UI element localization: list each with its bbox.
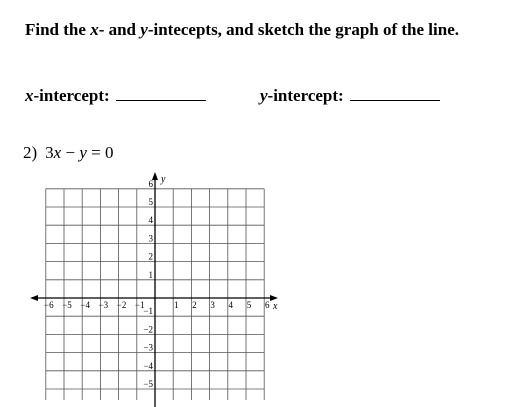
y-tick-label: −1 bbox=[143, 306, 153, 317]
x-tick-label: −5 bbox=[62, 300, 72, 310]
x-tick-label: 3 bbox=[210, 300, 215, 310]
instruction-prefix: Find the bbox=[25, 20, 91, 39]
instruction-suffix: -intecepts, and sketch the graph of the line. bbox=[147, 20, 460, 39]
x-intercept-variable: x bbox=[25, 86, 34, 105]
equation-y-variable: y bbox=[79, 143, 87, 162]
x-tick-label: −4 bbox=[80, 300, 90, 310]
y-intercept-label: -intercept: bbox=[267, 86, 344, 105]
y-tick-label: 5 bbox=[148, 197, 153, 207]
equation-operator: − bbox=[61, 143, 80, 162]
x-intercept-label: -intercept: bbox=[33, 86, 110, 105]
x-tick-label: 6 bbox=[264, 300, 270, 310]
equation-x-variable: x bbox=[53, 143, 62, 162]
y-tick-label: 1 bbox=[148, 269, 153, 280]
equation-coefficient: 3 bbox=[45, 143, 54, 162]
problem-number: 2) bbox=[23, 143, 38, 162]
x-tick-label: −3 bbox=[98, 300, 109, 310]
y-tick-label: −5 bbox=[143, 379, 153, 389]
y-tick-label: −3 bbox=[143, 342, 153, 353]
y-tick-label: 2 bbox=[148, 251, 153, 262]
x-tick-label: −6 bbox=[44, 300, 54, 310]
y-tick-label: 6 bbox=[148, 178, 153, 189]
instruction-y-variable: y bbox=[140, 20, 148, 39]
x-tick-label: 5 bbox=[246, 300, 252, 310]
y-intercept-variable: y bbox=[260, 86, 268, 105]
instruction-x-variable: x bbox=[90, 20, 99, 39]
x-tick-label: −1 bbox=[135, 300, 145, 310]
x-tick-label: 4 bbox=[228, 300, 234, 310]
y-axis-label: y bbox=[161, 174, 166, 185]
x-tick-label: 1 bbox=[173, 300, 179, 310]
y-tick-label: 3 bbox=[148, 233, 153, 244]
y-tick-label: 4 bbox=[148, 215, 153, 226]
x-axis-left-arrow bbox=[30, 295, 38, 301]
x-tick-label: 2 bbox=[192, 300, 197, 310]
x-tick-label: −2 bbox=[116, 300, 127, 310]
y-tick-label: −2 bbox=[143, 324, 153, 335]
instruction-mid: - and bbox=[98, 20, 141, 39]
y-tick-label: −4 bbox=[143, 360, 153, 371]
equation-rhs: = 0 bbox=[86, 143, 114, 162]
x-axis-label: x bbox=[273, 301, 278, 312]
